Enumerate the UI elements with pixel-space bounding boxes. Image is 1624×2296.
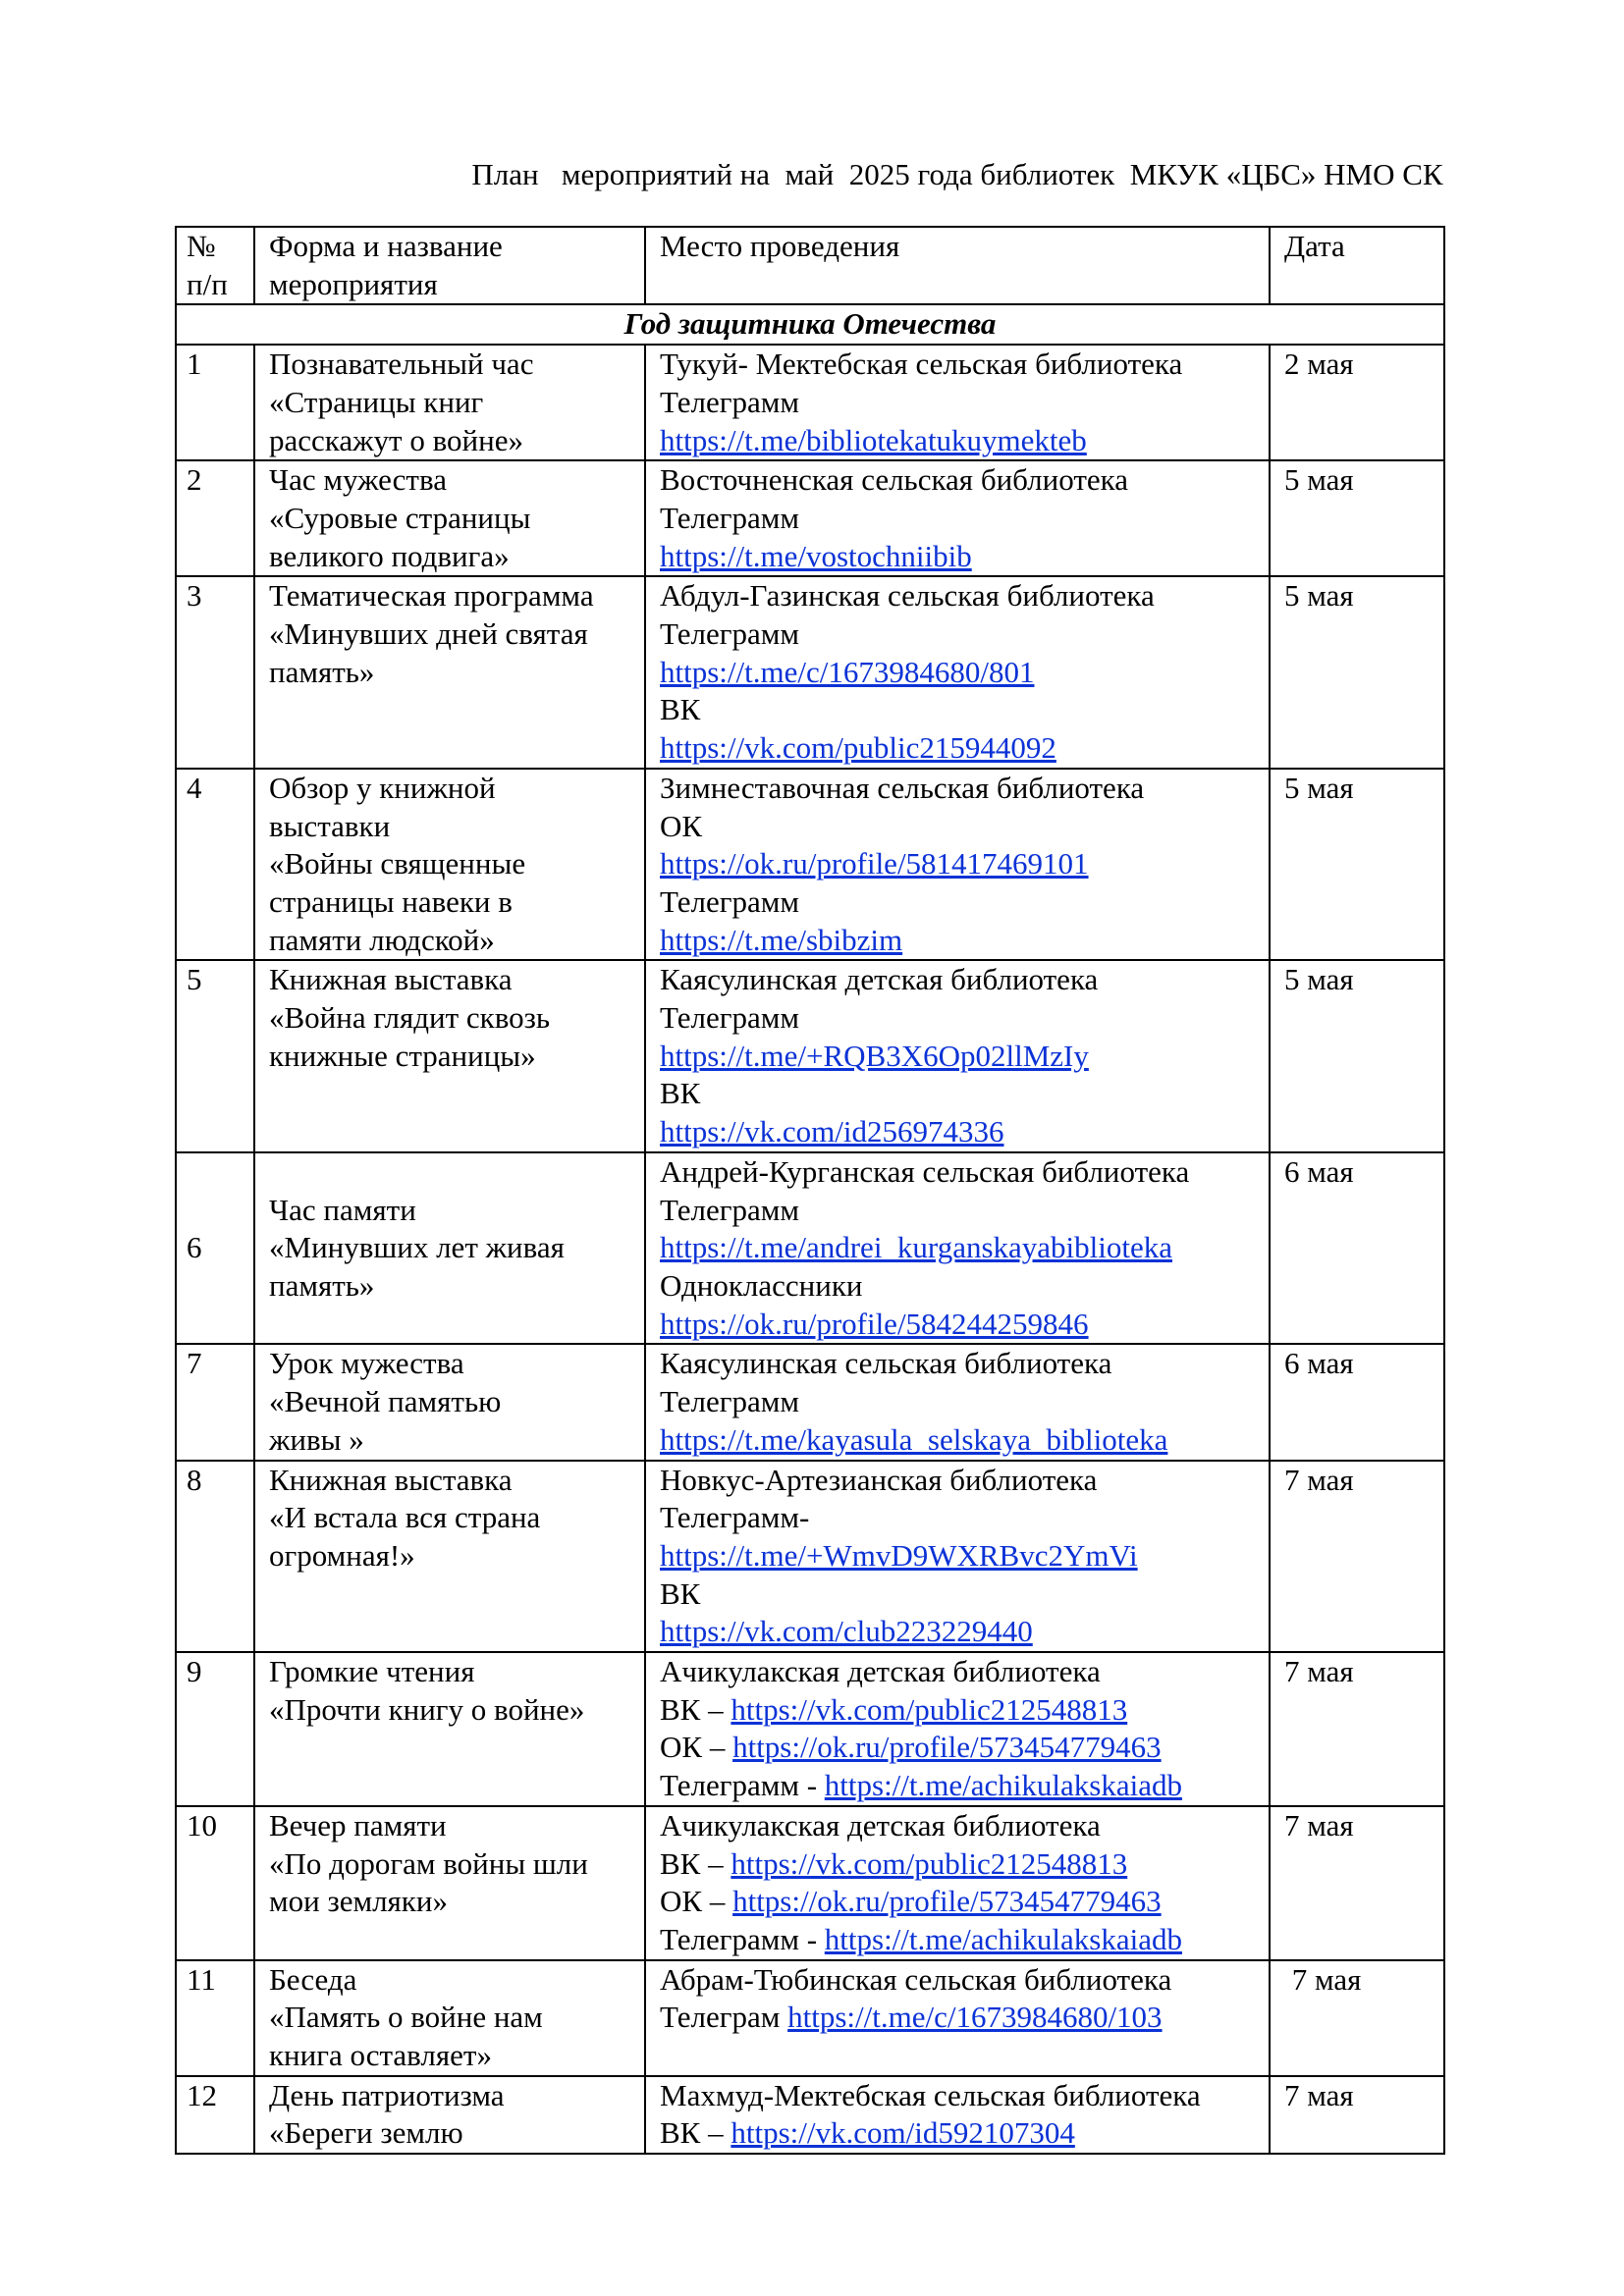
event-name-line: «Береги землю	[269, 2115, 463, 2151]
place-line	[660, 1038, 1255, 1076]
event-date: 2 мая	[1270, 345, 1444, 460]
event-name-line: книга оставляет»	[269, 2038, 492, 2073]
place-line: Одноклассники	[660, 1267, 863, 1303]
event-name	[254, 1960, 645, 2076]
link-prefix: Телеграм	[660, 2000, 788, 2035]
event-name-line: Тематическая программа	[269, 578, 594, 614]
event-name	[254, 1652, 645, 1806]
place-line: Абдул-Газинская сельская библиотека	[660, 578, 1155, 614]
event-name	[254, 2076, 645, 2154]
event-place	[645, 769, 1270, 961]
place-line	[660, 654, 1255, 692]
row-number: 10	[176, 1806, 254, 1960]
table-row	[176, 1344, 1444, 1460]
row-number: 2	[176, 460, 254, 576]
place-line: Каясулинская сельская библиотека	[660, 1346, 1112, 1381]
place-line	[660, 538, 1255, 576]
link-prefix: ВК –	[660, 2115, 731, 2151]
event-date: 7 мая	[1270, 1461, 1444, 1653]
event-place	[645, 1806, 1270, 1960]
event-link[interactable]: https://vk.com/club223229440	[660, 1614, 1033, 1649]
event-place	[645, 960, 1270, 1152]
event-name-line: День патриотизма	[269, 2077, 505, 2112]
event-link[interactable]: https://t.me/achikulakskaiadb	[824, 1768, 1182, 1803]
link-prefix: ОК –	[660, 1730, 733, 1765]
event-name-line: памяти людской»	[269, 922, 495, 957]
page-title: План мероприятий на май 2025 года библиотек МКУК «ЦБС» НМО СК	[471, 157, 1443, 191]
event-name-line: Час памяти	[269, 1192, 416, 1227]
place-line: Ачикулакская детская библиотека	[660, 1807, 1101, 1842]
event-name	[254, 460, 645, 576]
event-link[interactable]: https://vk.com/public212548813	[731, 1691, 1128, 1727]
event-name-line: Урок мужества	[269, 1346, 464, 1381]
event-link[interactable]: https://t.me/c/1673984680/103	[787, 2000, 1163, 2035]
event-link[interactable]: https://t.me/vostochniibib	[660, 538, 972, 573]
header-event-name: Форма и название мероприятия	[254, 227, 645, 304]
event-name-line: Познавательный час	[269, 347, 534, 382]
event-name-line: память»	[269, 1267, 375, 1303]
event-link[interactable]: https://t.me/bibliotekatukuymekteb	[660, 422, 1087, 457]
place-line	[660, 1921, 1255, 1959]
place-line	[660, 1421, 1255, 1460]
event-link[interactable]: https://t.me/+RQB3X6Op02llMzIy	[660, 1038, 1089, 1073]
row-number: 1	[176, 345, 254, 460]
event-link[interactable]: https://vk.com/id256974336	[660, 1114, 1004, 1149]
row-number: 12	[176, 2076, 254, 2154]
event-link[interactable]: https://ok.ru/profile/573454779463	[732, 1730, 1162, 1765]
event-link[interactable]: https://t.me/achikulakskaiadb	[824, 1921, 1182, 1956]
event-date: 7 мая	[1270, 1652, 1444, 1806]
event-name-line: расскажут о войне»	[269, 422, 523, 457]
event-name-line: «Вечной памятью	[269, 1384, 502, 1419]
event-link[interactable]: https://ok.ru/profile/581417469101	[660, 846, 1089, 881]
event-date: 7 мая	[1270, 1806, 1444, 1960]
table-header-row	[176, 227, 1444, 304]
event-place	[645, 345, 1270, 460]
event-name-line: живы »	[269, 1421, 364, 1457]
event-link[interactable]: https://t.me/kayasula_selskaya_biblioteka	[660, 1421, 1168, 1457]
row-number: 3	[176, 576, 254, 769]
event-link[interactable]: https://ok.ru/profile/573454779463	[732, 1884, 1162, 1919]
table-row	[176, 460, 1444, 576]
table-row	[176, 769, 1444, 961]
event-name-line: мои земляки»	[269, 1884, 448, 1919]
event-place	[645, 1152, 1270, 1345]
event-name-line: Вечер памяти	[269, 1807, 447, 1842]
event-name-line: Книжная выставка	[269, 1462, 513, 1497]
place-line	[660, 1999, 1255, 2037]
event-date: 5 мая	[1270, 960, 1444, 1152]
events-table	[175, 226, 1445, 2155]
spacer	[269, 1153, 630, 1192]
place-line	[660, 729, 1255, 768]
section-title: Год защитника Отечества	[176, 304, 1444, 345]
place-line	[660, 1613, 1255, 1651]
place-line: ОК	[660, 808, 703, 843]
event-date: 5 мая	[1270, 460, 1444, 576]
link-prefix: ОК –	[660, 1884, 733, 1919]
place-line	[660, 1767, 1255, 1805]
event-name-line: Книжная выставка	[269, 962, 513, 997]
header-date: Дата	[1270, 227, 1444, 304]
place-line: Зимнеставочная сельская библиотека	[660, 770, 1145, 805]
event-name-line: «Прочти книгу о войне»	[269, 1691, 585, 1727]
table-row	[176, 1806, 1444, 1960]
event-name-line: выставки	[269, 808, 391, 843]
event-name-line: «И встала вся страна	[269, 1500, 541, 1535]
event-link[interactable]: https://t.me/sbibzim	[660, 922, 903, 957]
event-place	[645, 460, 1270, 576]
place-line: ВК	[660, 1076, 701, 1111]
place-line: Телеграмм-	[660, 1500, 810, 1535]
event-name-line: страницы навеки в	[269, 883, 513, 919]
place-line: Тукуй- Мектебская сельская библиотека	[660, 347, 1183, 382]
place-line	[660, 845, 1255, 883]
event-name-line: «Минувших дней святая	[269, 616, 588, 652]
event-link[interactable]: https://t.me/c/1673984680/801	[660, 654, 1035, 689]
event-name-line: Час мужества	[269, 462, 447, 498]
place-line: Махмуд-Мектебская сельская библиотека	[660, 2077, 1201, 2112]
place-line	[660, 1729, 1255, 1767]
row-number: 4	[176, 769, 254, 961]
place-line: Каясулинская детская библиотека	[660, 962, 1099, 997]
section-row	[176, 304, 1444, 345]
place-line: Телеграмм	[660, 883, 799, 919]
event-date: 7 мая	[1270, 1960, 1444, 2076]
place-line: Телеграмм	[660, 1384, 799, 1419]
event-name	[254, 1344, 645, 1460]
event-name-line: Громкие чтения	[269, 1654, 475, 1689]
event-date: 5 мая	[1270, 769, 1444, 961]
event-name-line: книжные страницы»	[269, 1038, 536, 1073]
place-line: Новкус-Артезианская библиотека	[660, 1462, 1098, 1497]
event-name-line: «Войны священные	[269, 846, 526, 881]
place-line	[660, 422, 1255, 460]
place-line	[660, 1883, 1255, 1921]
row-number: 8	[176, 1461, 254, 1653]
header-number: № п/п	[176, 227, 254, 304]
event-name-line: «Минувших лет живая	[269, 1230, 565, 1265]
place-line: ВК	[660, 692, 701, 727]
place-line: ВК	[660, 1575, 701, 1611]
place-line: Телеграмм	[660, 1000, 799, 1036]
row-number: 9	[176, 1652, 254, 1806]
place-line: Телеграмм	[660, 500, 799, 535]
table-row	[176, 1461, 1444, 1653]
event-place	[645, 1960, 1270, 2076]
table-row	[176, 1152, 1444, 1345]
event-name-line: «Война глядит сквозь	[269, 1000, 551, 1036]
table-row	[176, 2076, 1444, 2154]
place-line	[660, 1537, 1255, 1575]
event-date: 7 мая	[1270, 2076, 1444, 2154]
event-link[interactable]: https://ok.ru/profile/584244259846	[660, 1306, 1089, 1341]
event-name-line: память»	[269, 654, 375, 689]
row-number: 5	[176, 960, 254, 1152]
row-number: 6	[176, 1152, 254, 1345]
event-name	[254, 960, 645, 1152]
event-name-line: «Страницы книг	[269, 384, 484, 419]
place-line	[660, 1306, 1255, 1344]
place-line	[660, 2114, 1255, 2153]
place-line	[660, 1691, 1255, 1730]
event-name	[254, 1461, 645, 1653]
row-number: 11	[176, 1960, 254, 2076]
event-name-line: Беседа	[269, 1961, 357, 1997]
place-line: Телеграмм	[660, 1192, 799, 1227]
table-row	[176, 1652, 1444, 1806]
event-link[interactable]: https://t.me/+WmvD9WXRBvc2YmVi	[660, 1537, 1138, 1573]
place-line: Восточненская сельская библиотека	[660, 462, 1128, 498]
table-row	[176, 1960, 1444, 2076]
event-date: 5 мая	[1270, 576, 1444, 769]
header-place: Место проведения	[645, 227, 1270, 304]
event-name	[254, 345, 645, 460]
event-name-line: «Суровые страницы	[269, 500, 531, 535]
event-place	[645, 1461, 1270, 1653]
row-number: 7	[176, 1344, 254, 1460]
place-line: Абрам-Тюбинская сельская библиотека	[660, 1961, 1172, 1997]
event-name	[254, 1152, 645, 1345]
table-row	[176, 576, 1444, 769]
event-link[interactable]: https://vk.com/public212548813	[731, 1845, 1128, 1881]
place-line	[660, 922, 1255, 960]
event-link[interactable]: https://t.me/andrei_kurganskayabiblioteka	[660, 1230, 1173, 1265]
link-prefix: Телеграмм -	[660, 1768, 825, 1803]
place-line	[660, 1113, 1255, 1151]
event-name	[254, 1806, 645, 1960]
event-date: 6 мая	[1270, 1152, 1444, 1345]
link-prefix: ВК –	[660, 1845, 731, 1881]
link-prefix: ВК –	[660, 1691, 731, 1727]
event-place	[645, 1652, 1270, 1806]
place-line: Телеграмм	[660, 616, 799, 652]
event-name-line: «Память о войне нам	[269, 2000, 543, 2035]
place-line: Телеграмм	[660, 384, 799, 419]
event-link[interactable]: https://vk.com/public215944092	[660, 730, 1056, 766]
event-name-line: «По дорогам войны шли	[269, 1845, 588, 1881]
event-name	[254, 576, 645, 769]
table-row	[176, 345, 1444, 460]
event-place	[645, 2076, 1270, 2154]
event-place	[645, 576, 1270, 769]
place-line: Ачикулакская детская библиотека	[660, 1654, 1101, 1689]
place-line	[660, 1845, 1255, 1884]
event-name	[254, 769, 645, 961]
place-line: Андрей-Курганская сельская библиотека	[660, 1153, 1190, 1189]
place-line	[660, 1229, 1255, 1267]
table-row	[176, 960, 1444, 1152]
event-link[interactable]: https://vk.com/id592107304	[731, 2115, 1075, 2151]
event-date: 6 мая	[1270, 1344, 1444, 1460]
event-name-line: огромная!»	[269, 1537, 415, 1573]
event-name-line: Обзор у книжной	[269, 770, 496, 805]
event-place	[645, 1344, 1270, 1460]
event-name-line: великого подвига»	[269, 538, 510, 573]
link-prefix: Телеграмм -	[660, 1921, 825, 1956]
